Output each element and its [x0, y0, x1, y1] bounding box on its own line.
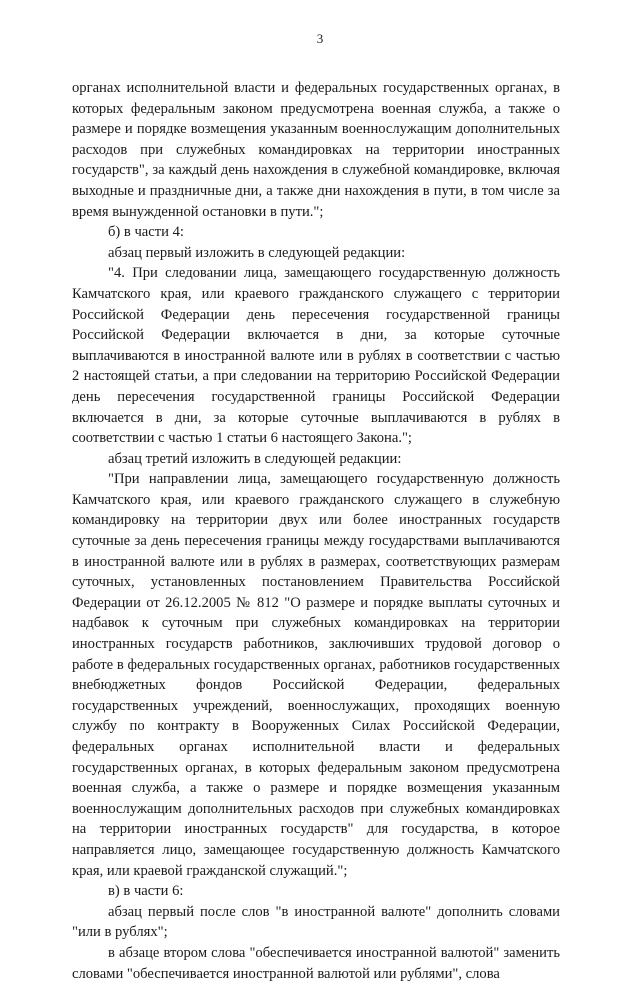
paragraph: органах исполнительной власти и федеральных государственных органах, в которых федеральным законом предусмотрена военная служба, а также о размере и порядке возмещения указанным военнослужащим дополнительных расходов при служебных командировках на территории иностранных государств", за каждый день нахождения в служебной командировке, включая выходные и праздничные дни, а также дни нахождения в пути, в том числе за время вынужденной остановки в пути."; — [72, 80, 560, 220]
paragraph: абзац третий изложить в следующей редакции: — [108, 450, 402, 467]
paragraph: "При направлении лица, замещающего государственную должность Камчатского края, или краевого гражданского служащего в служебную командировку на территории двух или более иностранных государств суточные за день пересечения границы между государствами выплачиваются в иностранной валюте или в рублях в размерах, соответствующих размерам суточных, установленных постановлением Правительства Российской Федерации от 26.12.2005 № 812 "О размере и порядке выплаты суточных и надбавок к суточным при служебных командировках на территории иностранных государств работников, заключивших трудовой договор о работе в федеральных государственных органах, работников государственных внебюджетных фондов Российской Федерации, федеральных государственных учреждений, военнослужащих, проходящих военную службу по контракту в Вооруженных Силах Российской Федерации, федеральных органах исполнительной власти и федеральных государственных органах, в которых федеральным законом предусмотрена военная служба, а также о размере и порядке возмещения указанным военнослужащим дополнительных расходов при служебных командировках на территории иностранных государств" для государства, в которое направляется лицо, замещающее государственную должность Камчатского края, или краевой гражданской служащий."; — [72, 471, 560, 879]
paragraph: в абзаце втором слова "обеспечивается иностранной валютой" заменить словами "обеспечивается иностранной валютой или рублями", слова — [72, 944, 560, 982]
paragraph: абзац первый изложить в следующей редакции: — [108, 244, 406, 261]
document-body — [72, 78, 560, 984]
paragraph: абзац первый после слов "в иностранной валюте" дополнить словами "или в рублях"; — [72, 903, 560, 941]
page-number: 3 — [316, 31, 324, 46]
paragraph: "4. При следовании лица, замещающего государственную должность Камчатского края, или краевого гражданского служащего с территории Российской Федерации день пересечения государственной границы Российской Федерации включается в дни, за которые суточные выплачиваются в иностранной валюте или в рублях в соответствии с частью 2 настоящей статьи, а при следовании на территорию Российской Федерации день пересечения государственной границы Российской Федерации включается в дни, за которые суточные выплачиваются в рублях в соответствии с частью 1 статьи 6 настоящего Закона."; — [72, 265, 560, 447]
paragraph: в) в части 6: — [108, 883, 184, 900]
paragraph: б) в части 4: — [108, 224, 184, 241]
